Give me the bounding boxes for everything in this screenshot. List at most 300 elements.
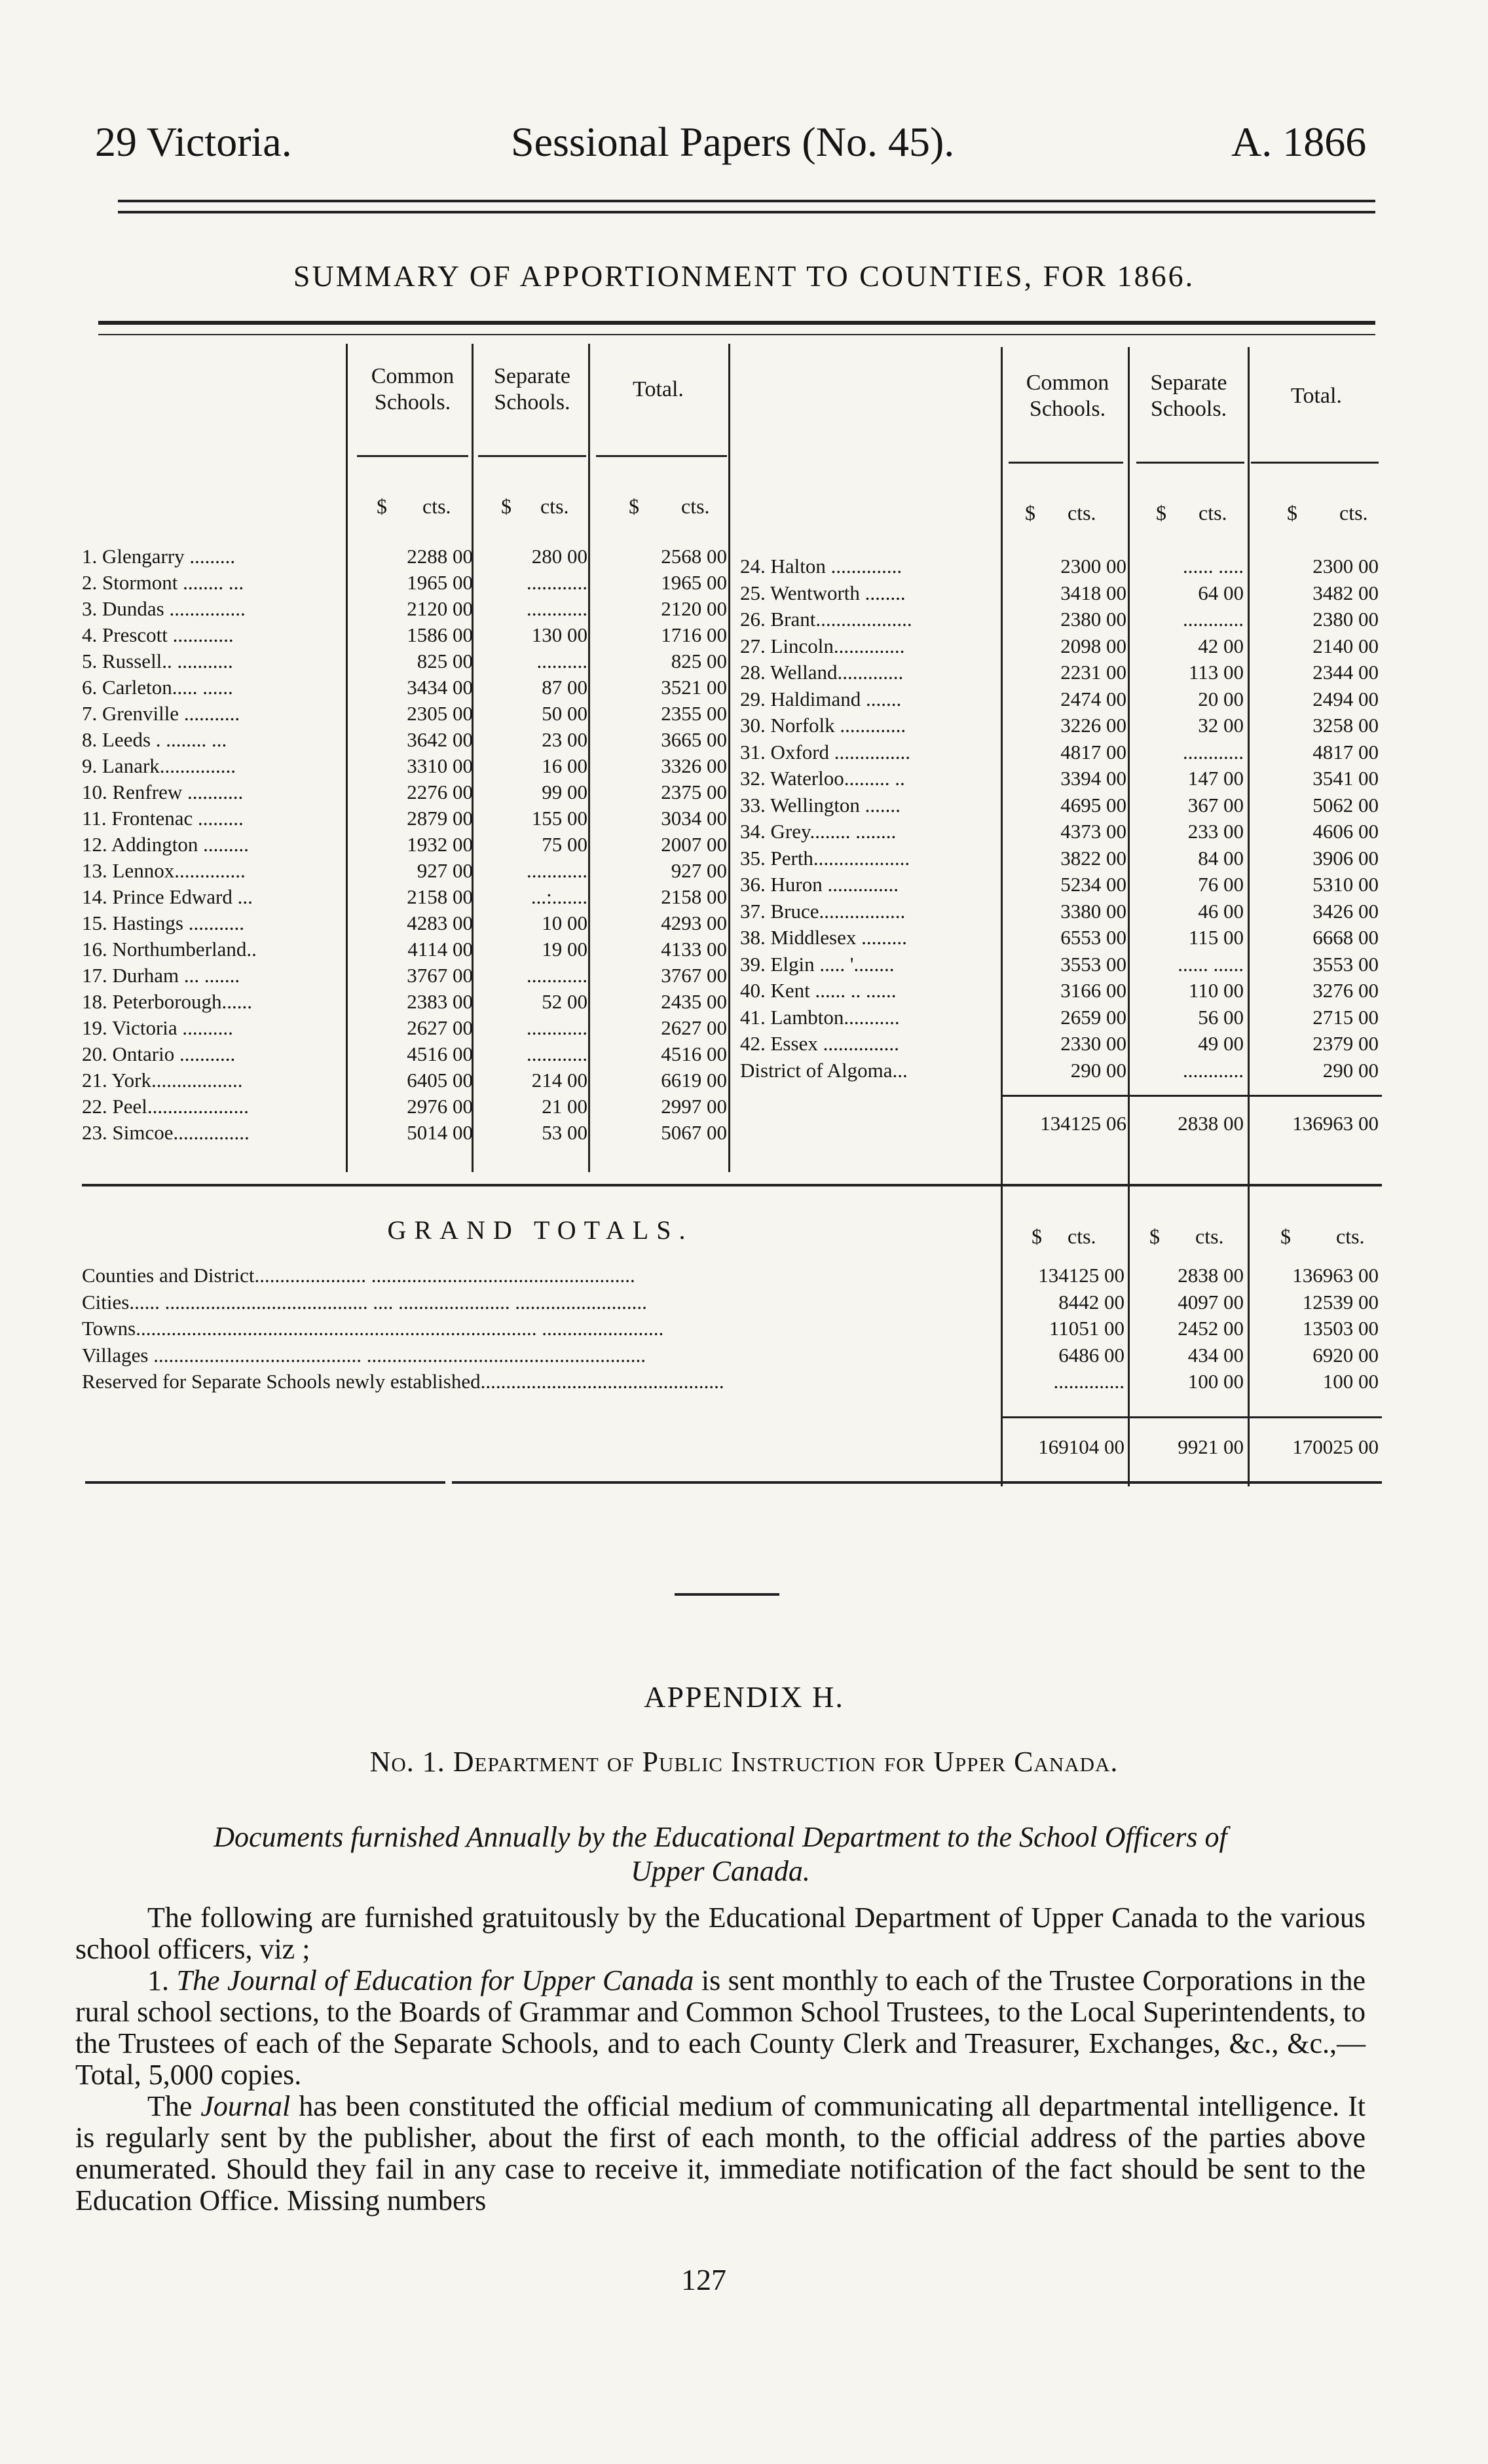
paragraph-3-text: has been constituted the official medium of communicating all departmental intelligence. It is regularly sent by the publisher, about the first of each month, to the official address of the parties above enumerated. Should they fail in any case to receive it, immediate notification of the fact should be sent to the Education Office. Missing numbers xyxy=(75,2090,1366,2216)
grand-totals-name-cell: Cities...... ........................................ .... ...................... .......................... xyxy=(82,1290,647,1314)
left-table-separate-cell: 21 00 xyxy=(542,1095,587,1118)
right-table-row xyxy=(740,872,1388,898)
right-separate-header xyxy=(1130,370,1248,422)
grand-totals-common-cell: .............. xyxy=(1053,1370,1125,1393)
right-table-total-cell: 2140 00 xyxy=(1312,634,1379,657)
right-table-common-cell: 2659 00 xyxy=(1060,1005,1126,1029)
right-table-common-cell: 2231 00 xyxy=(1060,661,1126,684)
left-table-total-cell: 1716 00 xyxy=(661,623,727,646)
right-table-common-cell: 3380 00 xyxy=(1060,899,1126,923)
grand-totals-separate-cell: 100 00 xyxy=(1187,1370,1244,1393)
right-table-name-cell: 24. Halton .............. xyxy=(740,555,902,578)
right-table-name-cell: 39. Elgin ..... '........ xyxy=(740,952,895,976)
right-total-cts: cts. xyxy=(1339,501,1368,524)
right-table-name-cell: 42. Essex ............... xyxy=(740,1032,899,1055)
right-table-name-cell: 33. Wellington ....... xyxy=(740,793,901,817)
left-table-separate-cell: .......... xyxy=(536,650,587,672)
grand-totals-name-cell: Reserved for Separate Schools newly established................................................ xyxy=(82,1370,724,1393)
right-table-common-cell: 290 00 xyxy=(1070,1058,1126,1082)
left-table-total-cell: 2568 00 xyxy=(661,545,727,568)
right-table-row xyxy=(740,633,1388,659)
right-table-row xyxy=(740,1031,1388,1057)
left-total-dollar: $ xyxy=(629,494,639,518)
grand-totals-name-cell: Counties and District...................... .................................................... xyxy=(82,1264,635,1287)
left-table-row xyxy=(82,805,730,832)
left-table-common-cell: 2276 00 xyxy=(407,781,473,803)
left-table-name-cell: 13. Lennox.............. xyxy=(82,859,246,882)
left-table-name-cell: 9. Lanark............... xyxy=(82,754,236,777)
left-table-common-cell: 4114 00 xyxy=(407,938,473,961)
grand-final-total: 170025 00 xyxy=(1292,1435,1379,1458)
left-total-header: Total. xyxy=(633,377,684,401)
right-table-total-cell: 3426 00 xyxy=(1312,899,1379,923)
left-total-header-rule xyxy=(596,455,727,457)
right-table-total-cell: 2494 00 xyxy=(1312,687,1379,710)
right-table-name-cell: 30. Norfolk ............. xyxy=(740,714,906,737)
grand-totals-separate-cell: 434 00 xyxy=(1187,1343,1244,1367)
right-table-separate-cell: 113 00 xyxy=(1188,661,1244,684)
left-table-row xyxy=(82,701,730,727)
grand-totals-common-cell: 8442 00 xyxy=(1058,1290,1125,1314)
paragraph-2-prefix: 1. xyxy=(147,1964,177,1996)
left-table-common-cell: 1586 00 xyxy=(407,623,473,646)
right-table-common-cell: 4695 00 xyxy=(1060,793,1126,817)
right-separate-cts: cts. xyxy=(1199,501,1227,524)
left-separate-header-line1: Separate xyxy=(493,364,571,388)
left-table-common-cell: 4283 00 xyxy=(407,911,473,934)
right-table-separate-cell: 110 00 xyxy=(1188,979,1244,1002)
left-table-row xyxy=(82,622,730,648)
left-table-separate-cell: 19 00 xyxy=(542,938,587,961)
left-table-row xyxy=(82,832,730,858)
paragraph-2 xyxy=(75,1965,1366,2091)
left-table-common-cell: 2627 00 xyxy=(407,1016,473,1039)
right-table-name-cell: 25. Wentworth ........ xyxy=(740,581,906,604)
left-separate-header-rule xyxy=(478,455,586,457)
right-table-common-cell: 3553 00 xyxy=(1060,952,1126,976)
left-table-row xyxy=(82,1094,730,1120)
right-table-common-cell: 3226 00 xyxy=(1060,714,1126,737)
left-separate-header-line2: Schools. xyxy=(494,390,570,414)
right-table-common-cell: 2474 00 xyxy=(1060,687,1126,710)
right-separate-header-line1: Separate xyxy=(1150,371,1227,395)
grand-totals-total-cell: 6920 00 xyxy=(1312,1343,1379,1367)
left-table-total-cell: 2007 00 xyxy=(661,833,727,856)
right-table-separate-cell: ............ xyxy=(1183,1058,1244,1082)
right-subtotal-common: 134125 06 xyxy=(1040,1112,1126,1135)
grand-totals-common-cell: 6486 00 xyxy=(1058,1343,1125,1367)
left-table-name-cell: 21. York.................. xyxy=(82,1069,243,1092)
right-table-separate-cell: ...... ..... xyxy=(1183,555,1244,578)
left-table-row xyxy=(82,779,730,805)
right-table-total-cell: 5310 00 xyxy=(1312,873,1379,896)
left-table-separate-cell: 130 00 xyxy=(531,623,587,646)
right-total-header-rule xyxy=(1251,462,1379,464)
right-table-common-cell: 2300 00 xyxy=(1060,555,1126,578)
grand-totals-top-rule xyxy=(82,1184,1382,1186)
right-table-separate-cell: 32 00 xyxy=(1198,714,1244,737)
right-table-total-cell: 2344 00 xyxy=(1312,661,1379,684)
grand-totals-name-cell: Towns............................................................................... ........................ xyxy=(82,1317,664,1340)
grand-totals-body xyxy=(82,1262,1382,1407)
left-table-row xyxy=(82,936,730,963)
left-common-header-line2: Schools. xyxy=(374,390,451,414)
gt-total-cts: cts. xyxy=(1336,1224,1365,1248)
summary-title: SUMMARY OF APPORTIONMENT TO COUNTIES, FOR 1866. xyxy=(293,259,1195,293)
left-table-total-cell: 2375 00 xyxy=(661,781,727,803)
right-table-row xyxy=(740,818,1388,845)
right-table-separate-cell: 64 00 xyxy=(1198,581,1244,604)
left-common-header-line1: Common xyxy=(371,364,455,388)
left-table-separate-cell: 10 00 xyxy=(542,911,587,934)
left-table-common-cell: 1965 00 xyxy=(407,571,473,594)
left-table-total-cell: 2158 00 xyxy=(661,885,727,908)
right-table-name-cell: 29. Haldimand ....... xyxy=(740,687,902,710)
left-table-separate-cell: 23 00 xyxy=(542,728,587,751)
appendix-subtitle: No. 1. Department of Public Instruction for Upper Canada. xyxy=(369,1746,1119,1778)
left-table-common-cell: 2120 00 xyxy=(407,597,473,620)
left-table-common-cell: 3642 00 xyxy=(407,728,473,751)
left-table-name-cell: 14. Prince Edward ... xyxy=(82,885,253,908)
left-table-row xyxy=(82,963,730,989)
right-total-dollar: $ xyxy=(1287,501,1297,524)
left-separate-cts: cts. xyxy=(540,494,569,518)
grand-totals-total-cell: 136963 00 xyxy=(1292,1264,1379,1287)
grand-totals-row xyxy=(82,1315,1382,1342)
right-table-separate-cell: 46 00 xyxy=(1198,899,1244,923)
left-table-name-cell: 22. Peel.................... xyxy=(82,1095,249,1118)
left-table-separate-cell: ............ xyxy=(527,859,587,882)
right-subtotal-separate: 2838 00 xyxy=(1178,1112,1244,1135)
right-separate-header-rule xyxy=(1136,462,1244,464)
gt-separate-cts: cts. xyxy=(1195,1224,1224,1248)
left-table-total-cell: 1965 00 xyxy=(661,571,727,594)
left-table-separate-cell: 87 00 xyxy=(542,676,587,699)
grand-final-common: 169104 00 xyxy=(1038,1435,1125,1458)
italic-heading-line2: Upper Canada. xyxy=(631,1855,810,1887)
left-table-common-cell: 2879 00 xyxy=(407,807,473,830)
header-rule-top xyxy=(118,200,1375,202)
left-table-row xyxy=(82,1041,730,1067)
right-table-total-cell: 2300 00 xyxy=(1312,555,1379,578)
header-rule-bottom xyxy=(118,211,1375,213)
grand-totals-row xyxy=(82,1369,1382,1395)
right-table-total-cell: 290 00 xyxy=(1322,1058,1379,1082)
appendix-title: APPENDIX H. xyxy=(644,1680,844,1714)
right-table-separate-cell: ...... ...... xyxy=(1178,952,1244,976)
right-table-separate-cell: ............ xyxy=(1183,608,1244,631)
right-table-row xyxy=(740,978,1388,1004)
right-table-separate-cell: 84 00 xyxy=(1198,846,1244,870)
left-table-total-cell: 2355 00 xyxy=(661,702,727,725)
left-table-common-cell: 1932 00 xyxy=(407,833,473,856)
right-table-body xyxy=(740,553,1388,1090)
right-common-header-line2: Schools. xyxy=(1029,397,1106,421)
left-table-row xyxy=(82,543,730,570)
left-table-name-cell: 19. Victoria .......... xyxy=(82,1016,233,1039)
right-table-common-cell: 4373 00 xyxy=(1060,820,1126,843)
right-table-total-cell: 5062 00 xyxy=(1312,793,1379,817)
right-table-total-cell: 3482 00 xyxy=(1312,581,1379,604)
right-table-total-cell: 3276 00 xyxy=(1312,979,1379,1002)
right-table-name-cell: 27. Lincoln.............. xyxy=(740,634,905,657)
left-table-separate-cell: 75 00 xyxy=(542,833,587,856)
right-table-separate-cell: 147 00 xyxy=(1187,767,1244,790)
right-table-separate-cell: 49 00 xyxy=(1198,1032,1244,1055)
right-separate-header-line2: Schools. xyxy=(1150,397,1227,421)
left-table-row xyxy=(82,753,730,779)
left-table-row xyxy=(82,727,730,753)
right-table-separate-cell: 20 00 xyxy=(1198,687,1244,710)
right-table-name-cell: 28. Welland............. xyxy=(740,661,904,684)
right-table-total-cell: 3258 00 xyxy=(1312,714,1379,737)
right-table-row xyxy=(740,792,1388,818)
gt-common-cts: cts. xyxy=(1068,1224,1096,1248)
left-table-common-cell: 6405 00 xyxy=(407,1069,473,1092)
right-table-name-cell: 26. Brant................... xyxy=(740,608,912,631)
grand-totals-row xyxy=(82,1289,1382,1315)
right-table-name-cell: 37. Bruce................. xyxy=(740,899,906,923)
grand-totals-sum-rule xyxy=(1002,1416,1382,1418)
right-table-common-cell: 3418 00 xyxy=(1060,581,1126,604)
table-top-rule xyxy=(98,321,1375,325)
left-table-separate-cell: 50 00 xyxy=(542,702,587,725)
right-common-cts: cts. xyxy=(1068,501,1096,524)
left-table-separate-cell: ............ xyxy=(527,571,587,594)
right-table-total-cell: 6668 00 xyxy=(1312,926,1379,949)
paragraph-1 xyxy=(75,1902,1366,1965)
page-number: 127 xyxy=(681,2263,726,2296)
left-table-row xyxy=(82,884,730,910)
right-subtotal xyxy=(740,1112,1388,1141)
right-table-row xyxy=(740,553,1388,579)
grand-totals-separate-cell: 4097 00 xyxy=(1178,1290,1244,1314)
journal-word: Journal xyxy=(200,2090,291,2122)
left-table-separate-cell: ............ xyxy=(527,964,587,987)
left-table-name-cell: 5. Russell.. ........... xyxy=(82,650,233,672)
left-table-total-cell: 4293 00 xyxy=(661,911,727,934)
left-table-separate-cell: 214 00 xyxy=(531,1069,587,1092)
right-common-header-rule xyxy=(1009,462,1123,464)
left-table-name-cell: 15. Hastings ........... xyxy=(82,911,244,934)
right-table-separate-cell: 233 00 xyxy=(1187,820,1244,843)
grand-totals-separate-cell: 2452 00 xyxy=(1178,1317,1244,1340)
left-table-row xyxy=(82,674,730,701)
left-table-common-cell: 3767 00 xyxy=(407,964,473,987)
paragraph-3 xyxy=(75,2091,1366,2216)
left-table-total-cell: 2435 00 xyxy=(661,990,727,1013)
left-table-row xyxy=(82,596,730,622)
right-table-name-cell: 34. Grey........ ........ xyxy=(740,820,897,843)
left-table-row xyxy=(82,1120,730,1146)
italic-heading-line1: Documents furnished Annually by the Educational Department to the School Officers of xyxy=(214,1821,1227,1853)
left-table-name-cell: 10. Renfrew ........... xyxy=(82,781,244,803)
left-table-common-cell: 2288 00 xyxy=(407,545,473,568)
right-table-row xyxy=(740,1004,1388,1031)
left-table-total-cell: 3326 00 xyxy=(661,754,727,777)
left-table-common-cell: 3434 00 xyxy=(407,676,473,699)
right-separate-dollar: $ xyxy=(1156,501,1166,524)
left-table-total-cell: 3521 00 xyxy=(661,676,727,699)
left-table-row xyxy=(82,989,730,1015)
right-table-common-cell: 6553 00 xyxy=(1060,926,1126,949)
left-table-total-cell: 3767 00 xyxy=(661,964,727,987)
right-table-row xyxy=(740,712,1388,739)
left-table-total-cell: 3034 00 xyxy=(661,807,727,830)
grand-totals-name-cell: Villages ......................................... ....................................................... xyxy=(82,1343,646,1367)
left-table-common-cell: 825 00 xyxy=(417,650,473,672)
grand-totals-common-cell: 11051 00 xyxy=(1049,1317,1125,1340)
left-table-separate-cell: ............ xyxy=(527,1016,587,1039)
right-table-total-cell: 2380 00 xyxy=(1312,608,1379,631)
left-table-name-cell: 17. Durham ... ....... xyxy=(82,964,240,987)
left-table-name-cell: 6. Carleton..... ...... xyxy=(82,676,233,699)
right-total-header: Total. xyxy=(1291,384,1342,408)
right-table-total-cell: 3906 00 xyxy=(1312,846,1379,870)
right-table-row xyxy=(740,739,1388,765)
left-table-row xyxy=(82,910,730,936)
right-table-name-cell: 38. Middlesex ......... xyxy=(740,926,907,949)
left-separate-header xyxy=(475,363,589,416)
grand-final-separate: 9921 00 xyxy=(1178,1435,1244,1458)
right-table-row xyxy=(740,925,1388,951)
left-table-common-cell: 2383 00 xyxy=(407,990,473,1013)
left-common-header xyxy=(354,363,472,416)
left-table-separate-cell: 53 00 xyxy=(542,1121,587,1144)
right-table-row xyxy=(740,845,1388,872)
left-table-body xyxy=(82,543,730,1159)
left-separate-dollar: $ xyxy=(501,494,512,518)
left-common-header-rule xyxy=(357,455,468,457)
table-bottom-rule-left xyxy=(85,1481,445,1484)
left-table-separate-cell: 99 00 xyxy=(542,781,587,803)
paragraph-2-text: is sent monthly to each of the Trustee Corporations in the rural school sections, to the Boards of Grammar and Common School Trustees, to the Local Superintendents, to the Trustees of each of the Separate Schools, and to each County Clerk and Treasurer, Exchanges, &c., &c.,—Total, 5,000 copies. xyxy=(75,1964,1366,2091)
grand-totals-common-cell: 134125 00 xyxy=(1038,1264,1125,1287)
table-bottom-rule-right xyxy=(452,1481,1382,1484)
left-table-total-cell: 927 00 xyxy=(671,859,727,882)
right-table-name-cell: 41. Lambton........... xyxy=(740,1005,900,1029)
paragraph-3-prefix: The xyxy=(147,2090,201,2122)
right-table-row xyxy=(740,951,1388,978)
right-table-total-cell: 4817 00 xyxy=(1312,740,1379,763)
left-table-separate-cell: ...:....... xyxy=(530,885,587,908)
right-table-name-cell: 40. Kent ...... .. ...... xyxy=(740,979,897,1002)
left-table-common-cell: 2158 00 xyxy=(407,885,473,908)
table-top-rule-thin xyxy=(98,334,1375,335)
paragraph-1-text: The following are furnished gratuitously by the Educational Department of Upper Canada to the various school officers, viz ; xyxy=(75,1902,1366,1965)
right-table-row xyxy=(740,898,1388,925)
left-table-name-cell: 1. Glengarry ......... xyxy=(82,545,236,568)
right-common-header xyxy=(1009,370,1126,422)
left-table-separate-cell: 16 00 xyxy=(542,754,587,777)
right-table-row xyxy=(740,659,1388,686)
right-subtotal-total: 136963 00 xyxy=(1292,1112,1379,1135)
right-table-common-cell: 5234 00 xyxy=(1060,873,1126,896)
grand-totals-title: GRAND TOTALS. xyxy=(387,1215,694,1245)
left-table-total-cell: 2120 00 xyxy=(661,597,727,620)
right-table-row xyxy=(740,580,1388,606)
left-table-name-cell: 20. Ontario ........... xyxy=(82,1042,236,1065)
appendix-body xyxy=(75,1902,1366,2216)
grand-totals-total-cell: 12539 00 xyxy=(1302,1290,1379,1314)
left-table-name-cell: 4. Prescott ............ xyxy=(82,623,234,646)
left-table-common-cell: 927 00 xyxy=(417,859,473,882)
right-common-header-line1: Common xyxy=(1026,371,1109,395)
right-table-common-cell: 3394 00 xyxy=(1060,767,1126,790)
grand-totals-separate-cell: 2838 00 xyxy=(1178,1264,1244,1287)
left-table-name-cell: 16. Northumberland.. xyxy=(82,938,257,961)
left-table-total-cell: 4516 00 xyxy=(661,1042,727,1065)
left-common-cts: cts. xyxy=(422,494,451,518)
right-table-row xyxy=(740,686,1388,712)
left-table-row xyxy=(82,1015,730,1041)
left-table-name-cell: 18. Peterborough...... xyxy=(82,990,253,1013)
right-table-row xyxy=(740,1057,1388,1084)
right-table-separate-cell: 56 00 xyxy=(1198,1005,1244,1029)
right-table-common-cell: 2098 00 xyxy=(1060,634,1126,657)
gt-common-dollar: $ xyxy=(1032,1224,1042,1248)
right-table-common-cell: 2380 00 xyxy=(1060,608,1126,631)
right-table-common-cell: 2330 00 xyxy=(1060,1032,1126,1055)
appendix-italic-heading xyxy=(75,1820,1366,1888)
grand-totals-row xyxy=(82,1262,1382,1289)
section-divider xyxy=(675,1593,779,1596)
left-total-cts: cts. xyxy=(681,494,710,518)
left-table-row xyxy=(82,570,730,596)
right-table-name-cell: 32. Waterloo......... .. xyxy=(740,767,905,790)
left-table-common-cell: 2976 00 xyxy=(407,1095,473,1118)
right-table-common-cell: 3822 00 xyxy=(1060,846,1126,870)
right-table-name-cell: District of Algoma... xyxy=(740,1058,908,1082)
left-table-name-cell: 2. Stormont ........ ... xyxy=(82,571,244,594)
left-common-dollar: $ xyxy=(377,494,387,518)
right-table-total-cell: 4606 00 xyxy=(1312,820,1379,843)
right-table-separate-cell: 115 00 xyxy=(1188,926,1244,949)
left-table-total-cell: 6619 00 xyxy=(661,1069,727,1092)
left-table-total-cell: 2997 00 xyxy=(661,1095,727,1118)
header-right: A. 1866 xyxy=(1231,119,1367,165)
left-table-total-cell: 2627 00 xyxy=(661,1016,727,1039)
left-table-separate-cell: ............ xyxy=(527,1042,587,1065)
left-table-row xyxy=(82,648,730,674)
right-table-separate-cell: 76 00 xyxy=(1198,873,1244,896)
left-table-total-cell: 5067 00 xyxy=(661,1121,727,1144)
header-center: Sessional Papers (No. 45). xyxy=(511,119,955,165)
grand-totals-row xyxy=(82,1342,1382,1369)
left-table-common-cell: 2305 00 xyxy=(407,702,473,725)
left-table-name-cell: 11. Frontenac ......... xyxy=(82,807,244,830)
left-table-common-cell: 5014 00 xyxy=(407,1121,473,1144)
right-table-separate-cell: ............ xyxy=(1183,740,1244,763)
right-table-row xyxy=(740,606,1388,633)
right-table-total-cell: 2379 00 xyxy=(1312,1032,1379,1055)
right-table-total-cell: 2715 00 xyxy=(1312,1005,1379,1029)
journal-title: The Journal of Education for Upper Canada xyxy=(176,1964,694,1996)
left-table-total-cell: 4133 00 xyxy=(661,938,727,961)
left-table-separate-cell: 155 00 xyxy=(531,807,587,830)
left-table-total-cell: 3665 00 xyxy=(661,728,727,751)
right-table-common-cell: 3166 00 xyxy=(1060,979,1126,1002)
left-table-common-cell: 4516 00 xyxy=(407,1042,473,1065)
grand-totals-final xyxy=(82,1435,1382,1465)
right-table-common-cell: 4817 00 xyxy=(1060,740,1126,763)
right-table-name-cell: 31. Oxford ............... xyxy=(740,740,911,763)
gt-separate-dollar: $ xyxy=(1149,1224,1160,1248)
left-table-name-cell: 8. Leeds . ........ ... xyxy=(82,728,227,751)
right-common-dollar: $ xyxy=(1025,501,1035,524)
right-table-name-cell: 36. Huron .............. xyxy=(740,873,899,896)
left-table-row xyxy=(82,858,730,884)
